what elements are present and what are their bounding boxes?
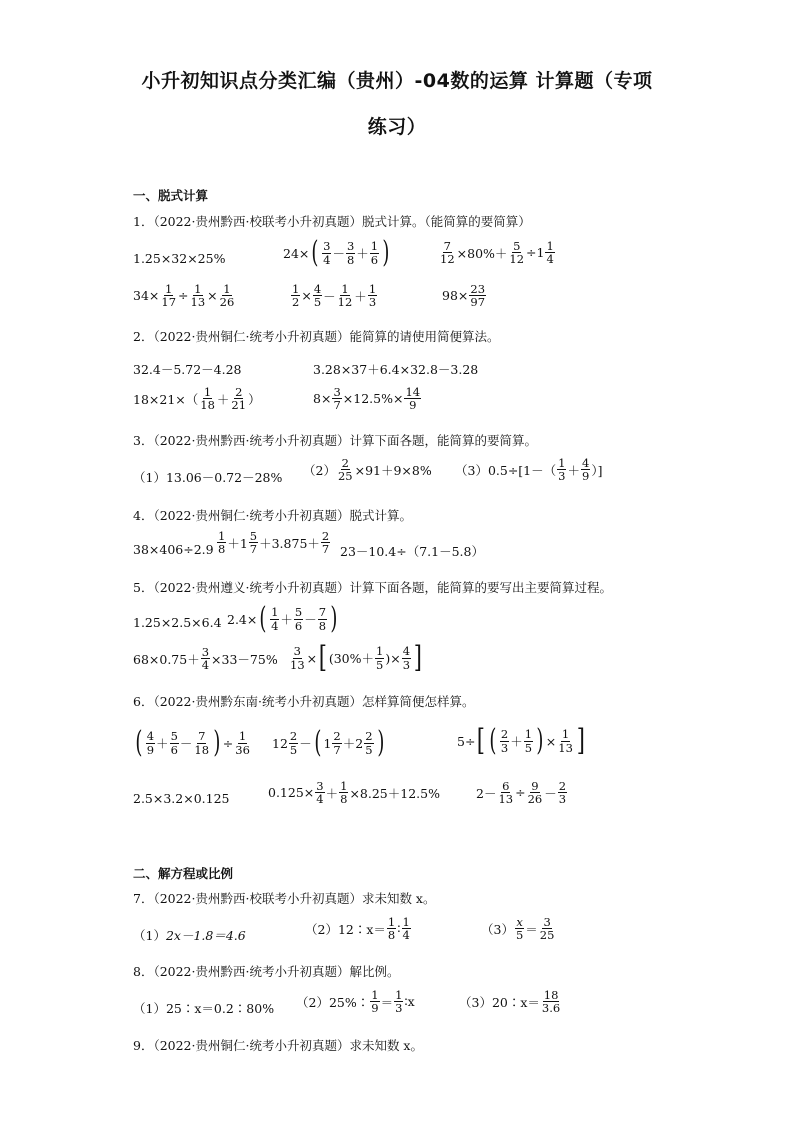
q2-expr-d: 8× $\frac{3}{7}$ ×12.5%× $\frac{14}{9}$ [313, 385, 421, 413]
q2-expr-c: 18×21×（ $\frac{1}{18}$ ＋ $\frac{2}{21}$ ） [133, 385, 261, 413]
q7-expr-b: （2）12∶x＝ $\frac{1}{8}$ ∶ $\frac{1}{4}$ [305, 915, 410, 943]
question-9-stem: 9．（2022·贵州铜仁·统考小升初真题）求未知数 x。 [133, 1038, 423, 1053]
q1-expr-f: 98× $\frac{23}{97}$ [442, 282, 486, 310]
q4-expr-b: $\frac{1}{8}$ ＋1 $\frac{5}{7}$ ＋3.875＋ $\frac{2}{7}$ [218, 529, 330, 557]
q6-expr-e: 0.125× $\frac{3}{4}$ ＋ $\frac{1}{8}$ ×8.25＋12.5% [268, 779, 440, 807]
q1-expr-d: 34× $\frac{1}{17}$ ÷ $\frac{1}{13}$ × $\frac{1}{26}$ [133, 282, 235, 310]
q2-expr-b: 3.28×37＋6.4×32.8－3.28 [313, 362, 479, 377]
q1-expr-e: $\frac{1}{2}$ × $\frac{4}{5}$ － $\frac{1}{12}$ ＋ $\frac{1}{3}$ [292, 282, 377, 310]
section-heading-2: 二、解方程或比例 [133, 866, 234, 881]
q4-expr-c: 23－10.4÷（7.1－5.8） [340, 544, 484, 559]
q3-expr-b: （2） $\frac{2}{25}$ ×91＋9×8% [303, 456, 432, 484]
question-7-stem: 7．（2022·贵州黔西·校联考小升初真题）求未知数 x。 [133, 891, 436, 906]
q2-expr-a: 32.4－5.72－4.28 [133, 362, 242, 377]
q1-expr-c: $\frac{7}{12}$ ×80%＋ $\frac{5}{12}$ ÷1 $\frac{1}{4}$ [440, 239, 554, 267]
page-title-cont: 练习） [367, 116, 427, 138]
q7-expr-c: （3） $\frac{x}{5}$ ＝ $\frac{3}{25}$ [481, 915, 555, 943]
q1-expr-b: 24× ( $\frac{3}{4}$ － $\frac{3}{8}$ ＋ $\frac{1}{6}$ ) [283, 235, 390, 270]
q4-expr-a: 38×406÷2.9 [133, 542, 214, 557]
q8-expr-a: （1）25∶x＝0.2∶80% [133, 1001, 275, 1016]
q8-expr-b: （2）25%∶ $\frac{1}{9}$ ＝ $\frac{1}{3}$ ∶x [296, 988, 415, 1016]
question-5-stem: 5．（2022·贵州遵义·统考小升初真题）计算下面各题，能简算的要写出主要简算过程。 [133, 580, 612, 595]
q6-expr-c: 5÷ [ ( $\frac{2}{3}$ ＋ $\frac{1}{5}$ ) × $\frac{1}{13}$ ] [457, 723, 585, 758]
q5-expr-c: 68×0.75＋ $\frac{3}{4}$ ×33－75% [133, 645, 278, 673]
question-4-stem: 4．（2022·贵州铜仁·统考小升初真题）脱式计算。 [133, 508, 412, 523]
question-1-stem: 1．（2022·贵州黔西·校联考小升初真题）脱式计算。（能简算的要简算） [133, 214, 531, 229]
q3-expr-c: （3）0.5÷[1－（ $\frac{1}{3}$ ＋ $\frac{4}{9}$ ）] [455, 456, 603, 484]
question-3-stem: 3．（2022·贵州黔西·统考小升初真题）计算下面各题，能简算的要简算。 [133, 433, 537, 448]
q7-expr-a: （1） 2x－1.8＝4.6 [133, 928, 246, 943]
q5-expr-a: 1.25×2.5×6.4 [133, 615, 222, 630]
q6-expr-a: ( $\frac{4}{9}$ ＋ $\frac{5}{6}$ － $\frac{7}{18}$ ) ÷ $\frac{1}{36}$ [135, 725, 250, 760]
q6-expr-b: 12 $\frac{2}{5}$ － ( 1 $\frac{2}{7}$ ＋ 2 $\frac{2}{5}$ ) [272, 725, 384, 760]
q6-expr-f: 2－ $\frac{6}{13}$ ÷ $\frac{9}{26}$ － $\frac{2}{3}$ [476, 779, 567, 807]
question-6-stem: 6．（2022·贵州黔东南·统考小升初真题）怎样算简便怎样算。 [133, 694, 475, 709]
q5-expr-b: 2.4× ( $\frac{1}{4}$ ＋ $\frac{5}{6}$ － $\frac{7}{8}$ ) [227, 601, 338, 636]
q5-expr-d: $\frac{3}{13}$ × [ (30%＋ $\frac{1}{5}$ )× $\frac{4}{3}$ ] [290, 640, 422, 675]
section-heading-1: 一、脱式计算 [133, 188, 209, 203]
q8-expr-c: （3）20∶x＝ $\frac{18}{3.6}$ [459, 988, 561, 1016]
question-2-stem: 2．（2022·贵州铜仁·统考小升初真题）能简算的请使用简便算法。 [133, 329, 500, 344]
question-8-stem: 8．（2022·贵州黔西·统考小升初真题）解比例。 [133, 964, 400, 979]
q3-expr-a: （1）13.06－0.72－28% [133, 470, 283, 485]
q1-expr-a: 1.25×32×25% [133, 251, 226, 266]
page-title: 小升初知识点分类汇编（贵州）-04数的运算 计算题（专项 [141, 70, 653, 92]
q6-expr-d: 2.5×3.2×0.125 [133, 791, 230, 806]
